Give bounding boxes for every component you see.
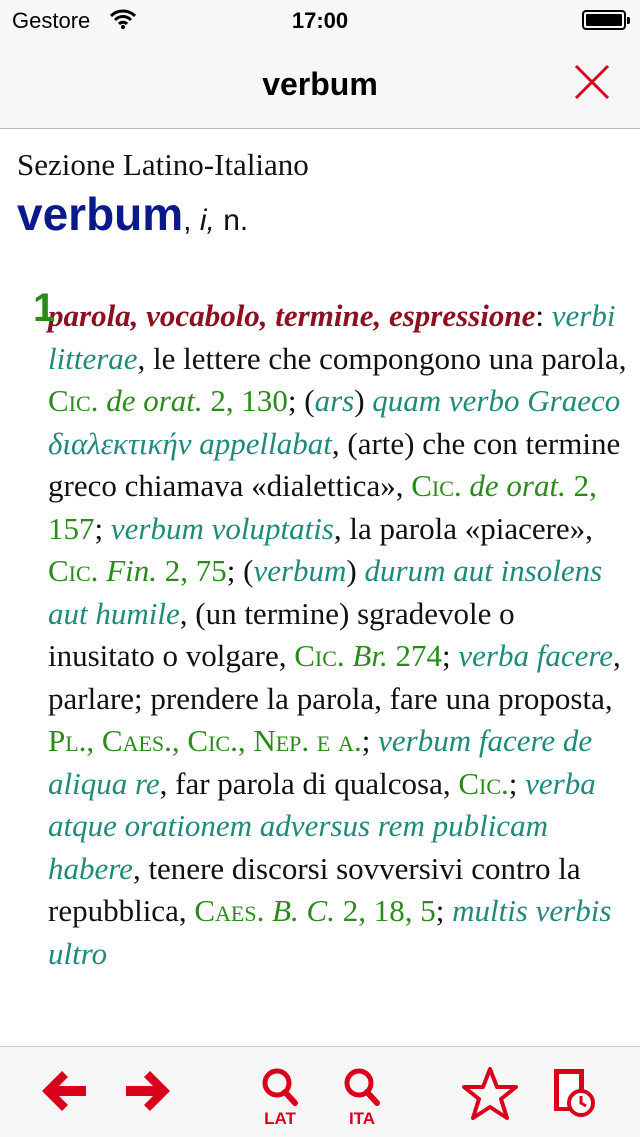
plain-text: ; xyxy=(508,765,526,801)
carrier-name: Gestore xyxy=(12,8,91,33)
author-citation: 2, 130 xyxy=(210,383,288,418)
search-latin-label: LAT xyxy=(264,1109,296,1128)
author-citation: Cic. xyxy=(458,765,509,801)
plain-text: , far parola di qualcosa, xyxy=(159,765,459,801)
latin-phrase: durum aut insolens aut humile xyxy=(48,553,603,631)
plain-text: , (arte) che con termine greco chiamava «dialettica», xyxy=(48,425,621,503)
gender-label: n. xyxy=(223,204,249,237)
search-icon xyxy=(250,1065,310,1109)
search-italian-label: ITA xyxy=(348,1109,376,1128)
author-citation: Caes. xyxy=(194,893,265,928)
latin-phrase: multis verbis ultro xyxy=(48,893,612,971)
bottom-toolbar xyxy=(0,1046,640,1137)
latin-phrase: verbum voluptatis xyxy=(110,510,334,546)
sense-number: 1 xyxy=(33,286,56,330)
work-citation: de orat. xyxy=(461,468,574,503)
plain-text: , parlare; prendere la parola, fare una proposta, xyxy=(48,638,621,716)
headword: verbum xyxy=(17,188,184,240)
author-citation: Cic. xyxy=(48,553,99,588)
latin-phrase: ars xyxy=(314,383,355,418)
headword-line: verbum, i, n. xyxy=(17,188,249,240)
search-icon xyxy=(332,1065,392,1109)
plain-text: : xyxy=(535,298,552,333)
author-citation: 2, 18, 5 xyxy=(342,893,436,928)
plain-text: ; xyxy=(442,638,459,673)
work-citation: de orat. xyxy=(98,383,211,418)
latin-phrase: verba facere xyxy=(458,638,614,673)
back-button[interactable] xyxy=(38,1065,98,1125)
latin-phrase: verba atque orationem adversus rem publicam habere xyxy=(48,765,596,886)
search-italian-button[interactable] xyxy=(332,1065,392,1128)
clock: 17:00 xyxy=(291,8,349,33)
plain-text: ; xyxy=(94,510,111,546)
latin-phrase: quam verbo Graeco διαλεκτικήν appellabat xyxy=(48,383,621,461)
history-button[interactable] xyxy=(548,1065,608,1125)
plain-text: ; xyxy=(361,723,379,758)
dictionary-entry xyxy=(0,129,640,1046)
latin-phrase: verbum xyxy=(253,553,347,588)
favorite-button[interactable] xyxy=(460,1065,520,1125)
work-citation: Fin. xyxy=(98,553,165,588)
plain-text: , (un termine) sgradevole o inusitato o volgare, xyxy=(48,595,515,673)
author-citation: 2, 157 xyxy=(48,468,597,546)
battery-icon xyxy=(582,10,626,30)
plain-text: ) xyxy=(346,553,365,588)
forward-button[interactable] xyxy=(122,1065,182,1125)
author-citation: 274 xyxy=(395,638,442,673)
author-citation: 2, 75 xyxy=(164,553,227,588)
author-citation: Cic. xyxy=(48,383,99,418)
page-title: verbum xyxy=(262,66,378,102)
section-label: Sezione Latino-Italiano xyxy=(17,147,309,182)
plain-text: ; ( xyxy=(226,553,254,588)
status-bar xyxy=(0,0,640,40)
plain-text: ; xyxy=(435,893,453,928)
work-citation: Br. xyxy=(344,638,396,673)
star-icon xyxy=(460,1065,520,1125)
latin-phrase: verbum facere de aliqua re xyxy=(48,723,593,801)
work-citation: B. C. xyxy=(264,893,343,928)
arrow-left-icon xyxy=(38,1065,90,1117)
search-latin-button[interactable] xyxy=(250,1065,310,1128)
plain-text: , tenere discorsi sovversivi contro la repubblica, xyxy=(48,850,581,928)
plain-text: ; ( xyxy=(287,383,315,418)
author-citation: Cic. xyxy=(294,638,345,673)
history-icon xyxy=(548,1065,604,1121)
plain-text: , la parola «piacere», xyxy=(333,510,593,546)
author-citation: Pl., Caes., Cic., Nep. e a. xyxy=(48,723,362,758)
plain-text: , le lettere che compongono una parola, xyxy=(137,340,627,376)
latin-phrase: verbi litterae xyxy=(48,298,616,376)
genitive-ending: i, xyxy=(199,204,215,237)
arrow-right-icon xyxy=(122,1065,174,1117)
navigation-bar xyxy=(0,40,640,129)
definition-body xyxy=(48,298,626,971)
definition-text xyxy=(33,286,628,975)
close-icon[interactable] xyxy=(572,62,612,102)
plain-text: ) xyxy=(354,383,373,418)
translation: parola, vocabolo, termine, espressione xyxy=(48,298,536,333)
author-citation: Cic. xyxy=(411,468,462,503)
